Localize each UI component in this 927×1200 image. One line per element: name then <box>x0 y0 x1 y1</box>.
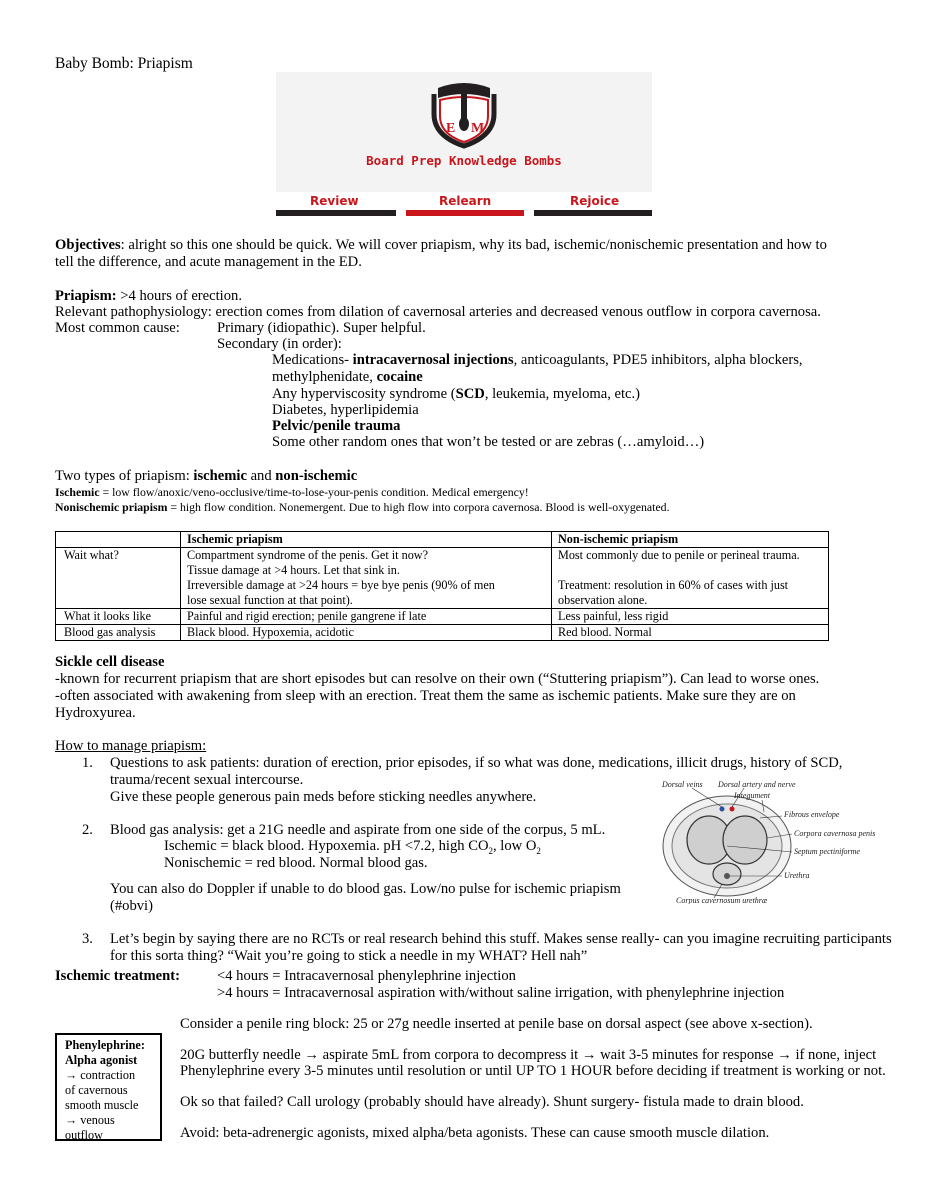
label-urethra: Urethra <box>784 871 810 880</box>
common-cause-label: Most common cause: <box>55 320 180 336</box>
ischemic-treatment-label: Ischemic treatment: <box>55 968 180 984</box>
logo-nav-review: Review <box>310 194 359 208</box>
table-cell: Red blood. Normal <box>552 625 829 641</box>
list-number: 1. <box>82 755 93 771</box>
primary-cause: Primary (idiopathic). Super helpful. <box>217 320 426 336</box>
list-number: 3. <box>82 931 93 947</box>
logo-nav <box>276 192 652 232</box>
phenylephrine-box <box>55 1033 162 1141</box>
table-cell <box>181 548 552 609</box>
page-title: Baby Bomb: Priapism <box>55 55 193 72</box>
cause-medications: Medications- intracavernosal injections, anticoagulants, PDE5 inhibitors, alpha blockers, <box>272 352 803 368</box>
svg-text:M: M <box>471 121 485 136</box>
table-row <box>56 548 829 609</box>
sickle-cell-line-1: -known for recurrent priapism that are short episodes but can resolve on their own (“Stuttering priapism”). Can lead to worse ones. <box>55 671 820 687</box>
step-2-nonischemic: Nonischemic = red blood. Normal blood gas. <box>164 855 428 871</box>
table-cell: Wait what? <box>56 548 181 609</box>
pheno-line: smooth muscle <box>65 1098 139 1112</box>
sickle-cell-line-2: -often associated with awakening from sleep with an erection. Treat them the same as ischemic patients. Make sure they are on <box>55 688 796 704</box>
table-cell-line: Compartment syndrome of the penis. Get it now? <box>187 548 428 562</box>
objectives-line-1: Objectives: alright so this one should be quick. We will cover priapism, why its bad, ischemic/nonischemic presentation and how to <box>55 237 827 253</box>
objectives-line-2: tell the difference, and acute management in the ED. <box>55 254 362 270</box>
table-cell: Blood gas analysis <box>56 625 181 641</box>
logo-nav-rejoice: Rejoice <box>570 194 620 208</box>
types-heading: Two types of priapism: ischemic and non-ischemic <box>55 468 358 484</box>
nonischemic-definition: Nonischemic priapism = high flow condition. Nonemergent. Due to high flow into corpora cavernosa. Blood is well-oxygenated. <box>55 500 670 514</box>
table-cell-line: Tissue damage at >4 hours. Let that sink in. <box>187 563 400 577</box>
table-cell: Black blood. Hypoxemia, acidotic <box>181 625 552 641</box>
label-corpora: Corpora cavernosa penis <box>794 829 876 838</box>
step-2-doppler-2: (#obvi) <box>110 898 153 914</box>
table-cell <box>552 548 829 609</box>
table-cell-line <box>558 563 822 578</box>
step-2-ischemic: Ischemic = black blood. Hypoxemia. pH <7.2, high $CO_2$, low $O_2$ <box>164 838 541 856</box>
butterfly-line-2: Phenylephrine every 3-5 minutes until resolution or until UP TO 1 HOUR before deciding if treatment is working or not. <box>180 1063 886 1079</box>
label-spongiosum: Corpus cavernosum urethræ <box>676 896 768 904</box>
table-cell-line: Treatment: resolution in 60% of cases with just <box>558 578 789 592</box>
list-number: 2. <box>82 822 93 838</box>
table-cell-line: Most commonly due to penile or perineal trauma. <box>558 548 800 562</box>
logo-bar-right <box>534 210 652 216</box>
cause-trauma: Pelvic/penile trauma <box>272 418 401 434</box>
table-cell-line: Irreversible damage at >24 hours = bye bye penis (90% of men <box>187 578 495 592</box>
table-row <box>56 609 829 625</box>
pheno-line: → venous <box>65 1113 115 1127</box>
board-prep-logo <box>276 72 652 232</box>
table-cell: Painful and rigid erection; penile gangrene if late <box>181 609 552 625</box>
table-cell: Less painful, less rigid <box>552 609 829 625</box>
logo-bar-left <box>276 210 396 216</box>
manage-heading: How to manage priapism: <box>55 738 207 754</box>
pheno-line: Phenylephrine: <box>65 1038 145 1052</box>
step-2-line-1: Blood gas analysis: get a 21G needle and aspirate from one side of the corpus, 5 mL. <box>110 822 606 838</box>
table-header-cell: Non-ischemic priapism <box>552 532 829 548</box>
step-3-line-1: Let’s begin by saying there are no RCTs or real research behind this stuff. Makes sense really- can you imagine recruiting participants <box>110 931 892 947</box>
pheno-line: of cavernous <box>65 1083 128 1097</box>
comparison-table <box>55 531 829 641</box>
table-cell: What it looks like <box>56 609 181 625</box>
logo-nav-relearn: Relearn <box>439 194 492 208</box>
butterfly-line-1: 20G butterfly needle → aspirate 5mL from corpora to decompress it → wait 3-5 minutes for response → if none, inject <box>180 1047 877 1063</box>
table-row <box>56 625 829 641</box>
svg-text:E: E <box>446 121 456 136</box>
table-cell-line: lose sexual function at that point). <box>187 593 353 607</box>
label-dorsal-artery: Dorsal artery and nerve <box>718 780 796 789</box>
table-cell-line: observation alone. <box>558 593 648 607</box>
avoid-line: Avoid: beta-adrenergic agonists, mixed alpha/beta agonists. These can cause smooth muscle dilation. <box>180 1125 770 1141</box>
step-1-line-3: Give these people generous pain meds before sticking needles anywhere. <box>110 789 537 805</box>
cause-hyperviscosity: Any hyperviscosity syndrome (SCD, leukemia, myeloma, etc.) <box>272 386 641 402</box>
pheno-line: Alpha agonist <box>65 1053 138 1067</box>
table-header-cell: Ischemic priapism <box>181 532 552 548</box>
priapism-definition: Priapism: >4 hours of erection. <box>55 288 242 304</box>
ring-block: Consider a penile ring block: 25 or 27g needle inserted at penile base on dorsal aspect (see above x-section). <box>180 1016 813 1032</box>
table-header-cell <box>56 532 181 548</box>
cause-other: Some other random ones that won’t be tested or are zebras (…amyloid…) <box>272 434 705 450</box>
step-1-line-2: trauma/recent sexual intercourse. <box>110 772 304 788</box>
logo-bar-middle <box>406 210 524 216</box>
logo-brand-text: Board Prep Knowledge Bombs <box>366 153 562 168</box>
ischemic-definition: Ischemic = low flow/anoxic/veno-occlusive/time-to-lose-your-penis condition. Medical emergency! <box>55 485 529 499</box>
cause-medications-2: methylphenidate, cocaine <box>272 369 423 385</box>
label-integument: Integument <box>734 791 770 800</box>
secondary-cause: Secondary (in order): <box>217 336 342 352</box>
label-dorsal-veins: Dorsal veins <box>662 780 703 789</box>
pheno-line: → contraction <box>65 1068 136 1082</box>
sickle-cell-line-3: Hydroxyurea. <box>55 705 136 721</box>
cause-diabetes: Diabetes, hyperlipidemia <box>272 402 419 418</box>
label-fibrous-envelope: Fibrous envelope <box>784 810 840 819</box>
table-header-row <box>56 532 829 548</box>
em-shield-logo <box>424 80 504 150</box>
treatment-over-4h: >4 hours = Intracavernosal aspiration with/without saline irrigation, with phenylephrine injection <box>217 985 785 1001</box>
pheno-line: outflow <box>65 1128 103 1142</box>
failed-line: Ok so that failed? Call urology (probably should have already). Shunt surgery- fistula made to drain blood. <box>180 1094 804 1110</box>
step-2-doppler: You can also do Doppler if unable to do blood gas. Low/no pulse for ischemic priapism <box>110 881 621 897</box>
step-1-line-1: Questions to ask patients: duration of erection, prior episodes, if so what was done, medications, illicit drugs, history of SCD, <box>110 755 843 771</box>
penis-cross-section-diagram <box>652 776 904 904</box>
pathophysiology: Relevant pathophysiology: erection comes from dilation of cavernosal arteries and decreased venous outflow in corpora cavernosa. <box>55 304 821 320</box>
treatment-under-4h: <4 hours = Intracavernosal phenylephrine injection <box>217 968 516 984</box>
step-3-line-2: for this sorta thing? “Wait you’re going to stick a needle in my WHAT? Hell nah” <box>110 948 588 964</box>
sickle-cell-heading: Sickle cell disease <box>55 654 165 670</box>
label-septum: Septum pectiniforme <box>794 847 860 856</box>
